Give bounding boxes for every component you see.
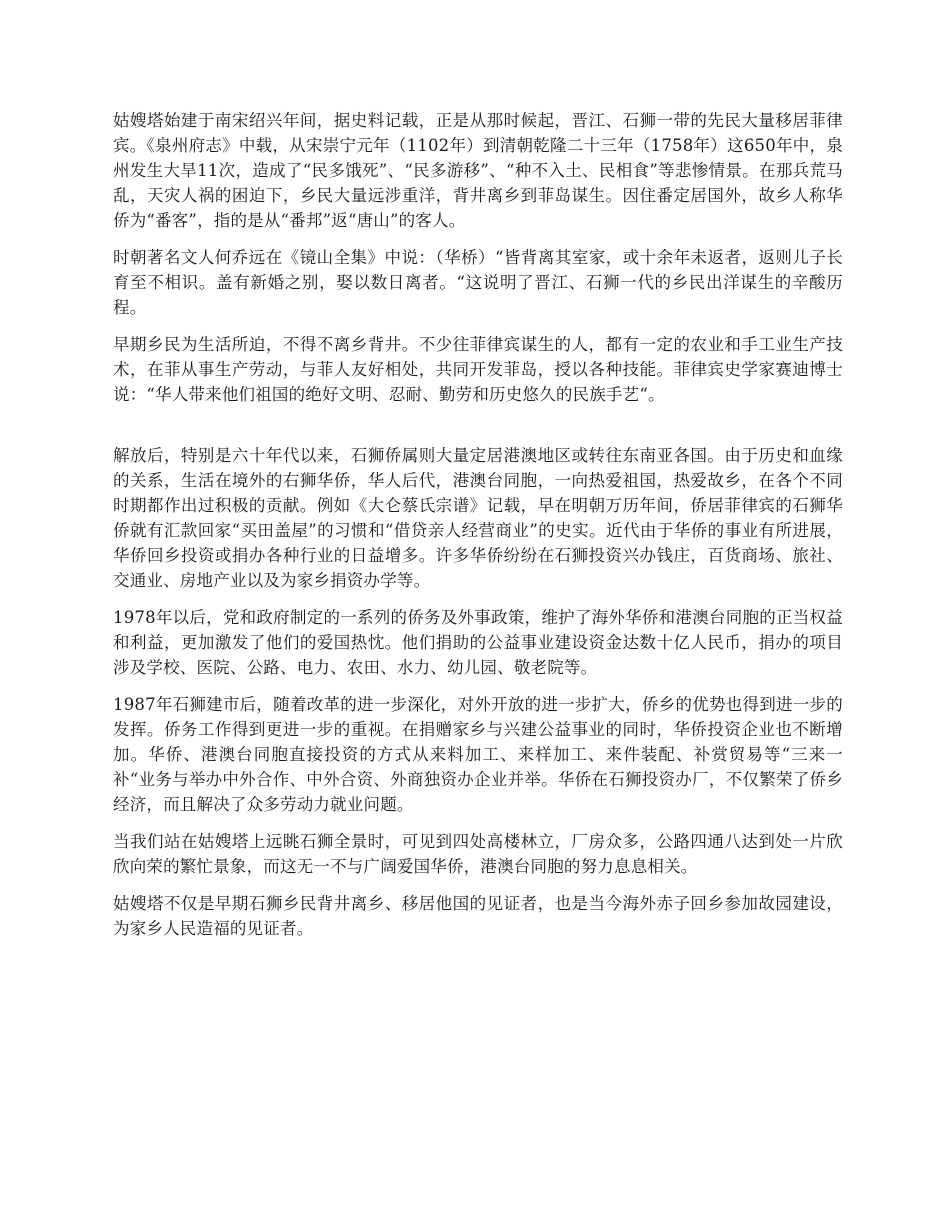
paragraph-3: 早期乡民为生活所迫，不得不离乡背井。不少往菲律宾谋生的人，都有一定的农业和手工业生产技术，在菲从事生产劳动，与菲人友好相处，共同开发菲岛，授以各种技能。菲律宾史学家赛迪博士说：“华人带来他们祖国的绝好文明、忍耐、勤劳和历史悠久的民族手艺“。 [113,335,843,404]
paragraph-7: 当我们站在姑嫂塔上远眺石狮全景时，可见到四处高楼林立，厂房众多，公路四通八达到处一片欣欣向荣的繁忙景象，而这无一不与广阔爱国华侨，港澳台同胞的努力息息相关。 [113,832,843,876]
paragraph-5: 1978年以后，党和政府制定的一系列的侨务及外事政策，维护了海外华侨和港澳台同胞的正当权益和利益，更加激发了他们的爱国热忱。他们捐助的公益事业建设资金达数十亿人民币，捐办的项目涉及学校、医院、公路、电力、农田、水力、幼儿园、敬老院等。 [113,608,843,677]
section-spacer [113,419,843,443]
paragraph-2: 时朝著名文人何乔远在《镜山全集》中说：（华桥）“皆背离其室家，或十余年未返者，返则儿子长育至不相识。盖有新婚之别，娶以数日离者。“这说明了晋江、石狮一代的乡民出洋谋生的辛酸历程。 [113,248,843,317]
document-body [113,108,843,953]
paragraph-6: 1987年石狮建市后，随着改革的进一步深化，对外开放的进一步扩大，侨乡的优势也得到进一步的发挥。侨务工作得到更进一步的重视。在捐赠家乡与兴建公益事业的同时，华侨投资企业也不断增加。华侨、港澳台同胞直接投资的方式从来料加工、来样加工、来件装配、补赏贸易等“三来一补“业务与举办中外合作、中外合资、外商独资办企业并举。华侨在石狮投资办厂，不仅繁荣了侨乡经济，而且解决了众多劳动力就业问题。 [113,695,843,814]
paragraph-1: 姑嫂塔始建于南宋绍兴年间，据史料记载，正是从那时候起，晋江、石狮一带的先民大量移居菲律宾。《泉州府志》中载，从宋崇宁元年（1102年）到清朝乾隆二十三年（1758年）这650年中，泉州发生大旱11次，造成了“民多饿死”、“民多游移”、“种不入土、民相食”等悲惨情景。在那兵荒马乱，天灾人祸的困迫下，乡民大量远涉重洋，背井离乡到菲岛谋生。因住番定居国外，故乡人称华侨为“番客”，指的是从“番邦”返“唐山”的客人。 [113,111,843,230]
paragraph-8: 姑嫂塔不仅是早期石狮乡民背井离乡、移居他国的见证者，也是当今海外赤子回乡参加故园建设，为家乡人民造福的见证者。 [113,894,843,938]
paragraph-4: 解放后，特别是六十年代以来，石狮侨属则大量定居港澳地区或转往东南亚各国。由于历史和血缘的关系，生活在境外的右狮华侨，华人后代，港澳台同胞，一向热爱祖国，热爱故乡，在各个不同时期都作出过积极的贡献。例如《大仑蔡氏宗谱》记载，早在明朝万历年间，侨居菲律宾的石狮华侨就有汇款回家“买田盖屋”的习惯和“借贷亲人经营商业”的史实。近代由于华侨的事业有所进展，华侨回乡投资或捐办各种行业的日益增多。许多华侨纷纷在石狮投资兴办钱庄，百货商场、旅社、交通业、房地产业以及为家乡捐资办学等。 [113,446,843,590]
